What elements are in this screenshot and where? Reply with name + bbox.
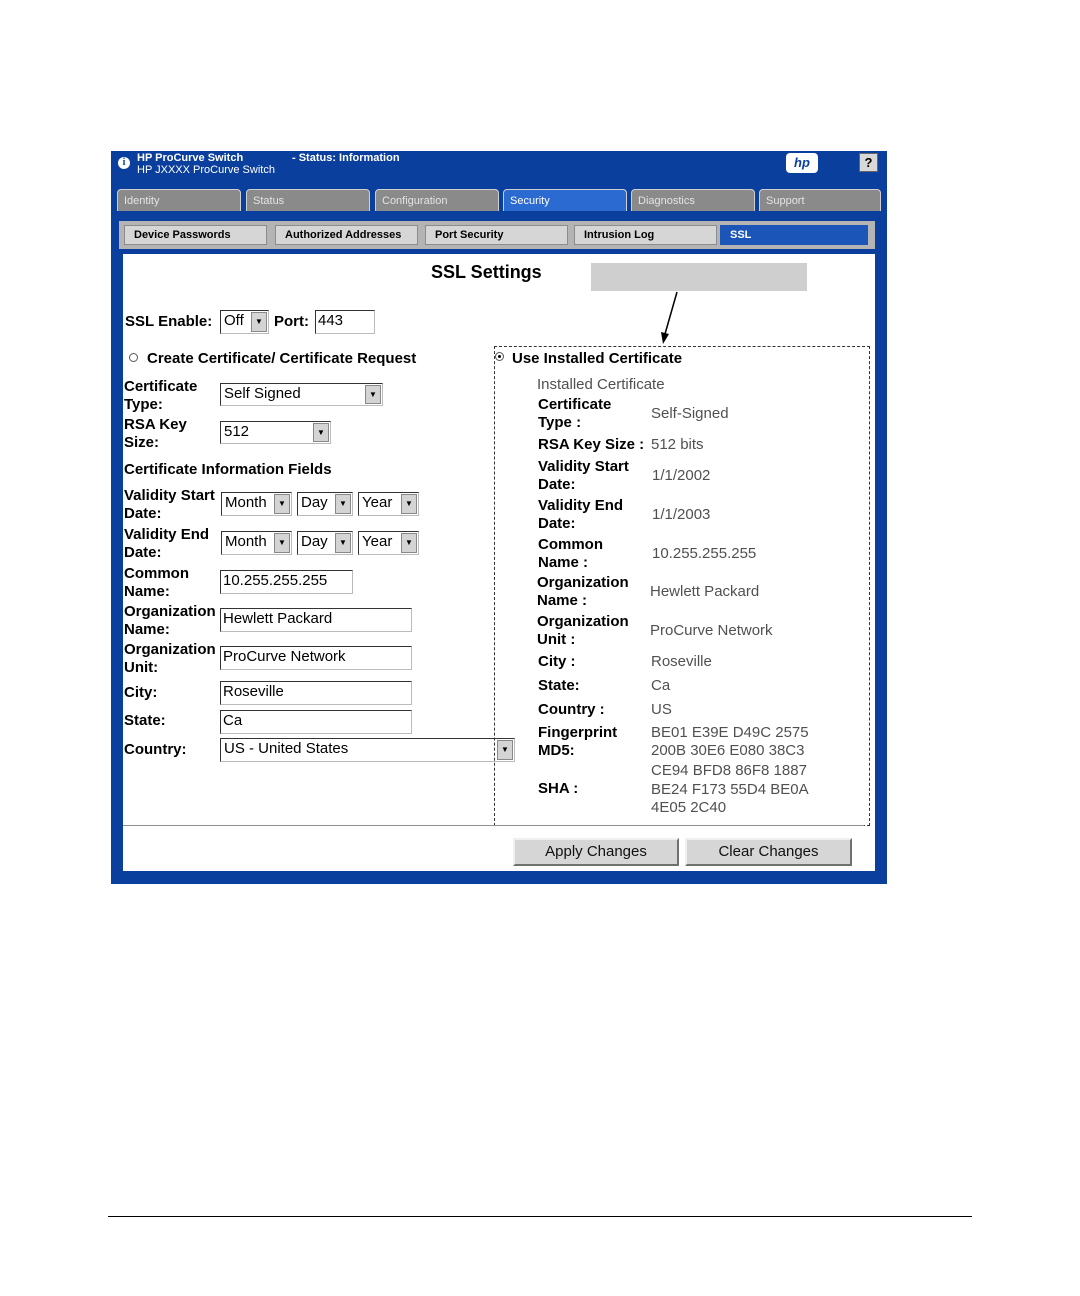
dropdown-arrow-icon: ▼	[313, 423, 329, 442]
state-input[interactable]: Ca	[220, 710, 412, 734]
dropdown-arrow-icon: ▼	[497, 740, 513, 760]
validity-start-label-line1: Validity Start	[124, 487, 215, 504]
dropdown-arrow-icon: ▼	[365, 385, 381, 404]
md5-line-3: CE94 BFD8 86F8 1887	[651, 762, 807, 779]
ssl-enable-label: SSL Enable:	[125, 313, 213, 330]
sha-line-1: BE24 F173 55D4 BE0A	[651, 781, 809, 798]
org-name-label-line1: Organization	[124, 603, 216, 620]
subtab-intrusion-log[interactable]: Intrusion Log	[574, 225, 717, 245]
inst-rsa-value: 512 bits	[651, 436, 704, 453]
top-bar	[111, 151, 887, 187]
country-value: US - United States	[224, 740, 349, 757]
inst-cert-type-label-line2: Type :	[538, 414, 582, 431]
inst-validity-end-value: 1/1/2003	[652, 506, 711, 523]
dropdown-arrow-icon: ▼	[274, 533, 290, 553]
ssl-enable-select[interactable]	[220, 310, 269, 334]
org-unit-label-line1: Organization	[124, 641, 216, 658]
inst-country-value: US	[651, 701, 672, 718]
country-label: Country:	[124, 741, 187, 758]
org-name-label-line2: Name:	[124, 621, 170, 638]
month-value: Month	[225, 494, 267, 511]
rsa-key-select[interactable]	[220, 421, 331, 444]
use-installed-certificate-label: Use Installed Certificate	[512, 350, 683, 367]
city-input[interactable]: Roseville	[220, 681, 412, 705]
subtab-port-security[interactable]: Port Security	[425, 225, 568, 245]
installed-certificate-heading: Installed Certificate	[537, 376, 665, 393]
day-value: Day	[301, 494, 328, 511]
tab-support[interactable]: Support	[759, 189, 881, 211]
inst-common-name-label-line2: Name :	[538, 554, 589, 571]
inst-org-name-label-line2: Name :	[537, 592, 588, 609]
dropdown-arrow-icon: ▼	[401, 533, 417, 553]
port-input[interactable]: 443	[315, 310, 375, 334]
port-label: Port:	[274, 313, 309, 330]
page-footer-rule	[108, 1216, 972, 1217]
validity-end-month-select[interactable]	[221, 531, 292, 555]
org-unit-input[interactable]: ProCurve Network	[220, 646, 412, 670]
country-select[interactable]	[220, 738, 515, 762]
md5-line-2: 200B 30E6 E080 38C3	[651, 742, 805, 759]
subtab-device-passwords[interactable]: Device Passwords	[124, 225, 267, 245]
common-name-input[interactable]: 10.255.255.255	[220, 570, 353, 594]
inst-validity-start-value: 1/1/2002	[652, 467, 711, 484]
year-value: Year	[362, 533, 393, 550]
cert-type-select[interactable]	[220, 383, 383, 406]
inst-org-name-label-line1: Organization	[537, 574, 629, 591]
md5-line-1: BE01 E39E D49C 2575	[651, 724, 809, 741]
day-value: Day	[301, 533, 328, 550]
inst-city-label: City :	[538, 653, 576, 670]
help-button[interactable]: ?	[859, 153, 878, 172]
inst-validity-start-label-line2: Date:	[538, 476, 576, 493]
hp-logo-icon[interactable]: hp	[786, 153, 818, 173]
inst-rsa-label: RSA Key Size :	[538, 436, 645, 453]
cert-type-label-line2: Type:	[124, 396, 163, 413]
validity-start-year-select[interactable]	[358, 492, 419, 516]
org-unit-label-line2: Unit:	[124, 659, 159, 676]
inst-org-unit-label-line1: Organization	[537, 613, 629, 630]
page-title: SSL Settings	[431, 262, 542, 282]
dropdown-arrow-icon: ▼	[274, 494, 290, 514]
callout-box	[591, 263, 807, 291]
inst-state-value: Ca	[651, 677, 671, 694]
cert-info-fields-heading: Certificate Information Fields	[124, 461, 332, 478]
info-icon: i	[118, 157, 130, 169]
inst-org-unit-label-line2: Unit :	[537, 631, 576, 648]
validity-start-month-select[interactable]	[221, 492, 292, 516]
product-model: HP JXXXX ProCurve Switch	[137, 164, 275, 176]
validity-end-day-select[interactable]	[297, 531, 353, 555]
inst-cert-type-value: Self-Signed	[651, 405, 729, 422]
status-text: - Status: Information	[292, 152, 400, 164]
inst-common-name-label-line1: Common	[538, 536, 603, 553]
product-name: HP ProCurve Switch	[137, 152, 244, 164]
cert-type-label-line1: Certificate	[124, 378, 198, 395]
inst-org-name-value: Hewlett Packard	[650, 583, 760, 600]
rsa-key-label-line1: RSA Key	[124, 416, 187, 433]
sha-label: SHA :	[538, 780, 579, 797]
inst-country-label: Country :	[538, 701, 605, 718]
callout-arrow-icon	[655, 290, 685, 346]
apply-changes-button[interactable]: Apply Changes	[513, 838, 679, 866]
cert-type-value: Self Signed	[224, 385, 301, 402]
ssl-enable-value: Off	[224, 312, 244, 329]
month-value: Month	[225, 533, 267, 550]
subtab-authorized-addresses[interactable]: Authorized Addresses	[275, 225, 418, 245]
dropdown-arrow-icon: ▼	[335, 533, 351, 553]
tab-identity[interactable]: Identity	[117, 189, 241, 211]
dropdown-arrow-icon: ▼	[251, 312, 267, 332]
fingerprint-label-line1: Fingerprint	[538, 724, 618, 741]
create-certificate-radio[interactable]	[129, 353, 138, 362]
rsa-key-value: 512	[224, 423, 250, 440]
tab-security[interactable]: Security	[503, 189, 627, 211]
inst-validity-start-label-line1: Validity Start	[538, 458, 629, 475]
validity-start-label-line2: Date:	[124, 505, 162, 522]
fingerprint-label-line2: MD5:	[538, 742, 575, 759]
content-divider	[123, 825, 864, 826]
validity-end-label-line1: Validity End	[124, 526, 210, 543]
use-installed-certificate-radio[interactable]	[495, 352, 504, 361]
tab-diagnostics[interactable]: Diagnostics	[631, 189, 755, 211]
common-name-label-line2: Name:	[124, 583, 170, 600]
org-name-input[interactable]: Hewlett Packard	[220, 608, 412, 632]
dropdown-arrow-icon: ▼	[401, 494, 417, 514]
validity-end-year-select[interactable]	[358, 531, 419, 555]
common-name-label-line1: Common	[124, 565, 189, 582]
inst-validity-end-label-line2: Date:	[538, 515, 576, 532]
tab-status[interactable]: Status	[246, 189, 370, 211]
validity-end-label-line2: Date:	[124, 544, 162, 561]
tab-configuration[interactable]: Configuration	[375, 189, 499, 211]
city-label: City:	[124, 684, 158, 701]
validity-start-day-select[interactable]	[297, 492, 353, 516]
sha-line-2: 4E05 2C40	[651, 799, 727, 816]
inst-state-label: State:	[538, 677, 580, 694]
rsa-key-label-line2: Size:	[124, 434, 160, 451]
security-subtabs	[119, 221, 875, 249]
dropdown-arrow-icon: ▼	[335, 494, 351, 514]
subtab-ssl[interactable]: SSL	[720, 225, 868, 245]
clear-changes-button[interactable]: Clear Changes	[685, 838, 852, 866]
create-certificate-label: Create Certificate/ Certificate Request	[147, 350, 417, 367]
inst-city-value: Roseville	[651, 653, 712, 670]
inst-cert-type-label-line1: Certificate	[538, 396, 612, 413]
inst-common-name-value: 10.255.255.255	[652, 545, 757, 562]
year-value: Year	[362, 494, 393, 511]
state-label: State:	[124, 712, 166, 729]
inst-validity-end-label-line1: Validity End	[538, 497, 624, 514]
inst-org-unit-value: ProCurve Network	[650, 622, 773, 639]
